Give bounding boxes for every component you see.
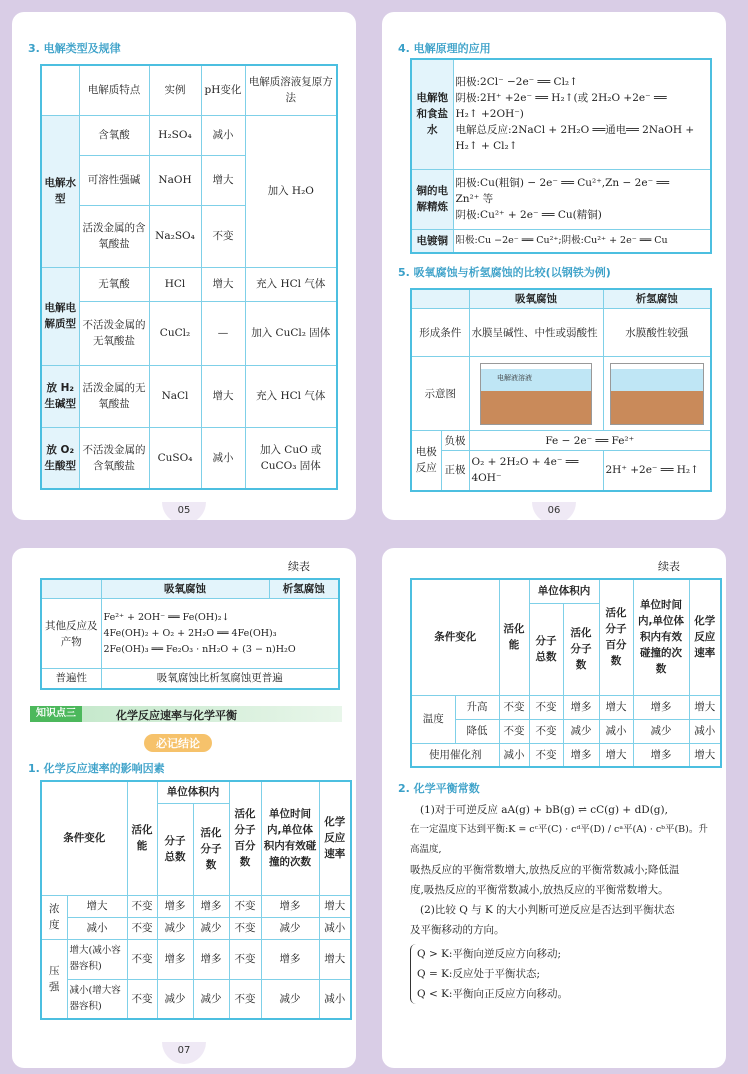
table-cell: 加入 CuCl₂ 固体: [245, 301, 337, 365]
page-number: 07: [162, 1042, 206, 1064]
header-cell: 吸氧腐蚀: [469, 289, 603, 309]
table-cell: 减小: [599, 719, 633, 743]
table-cell: O₂ + 2H₂O + 4e⁻ ══ 4OH⁻: [469, 451, 603, 491]
page-number: 05: [162, 502, 206, 520]
header-cell: 分子总数: [529, 603, 563, 695]
table-cell: 吸氧腐蚀比析氢腐蚀更普遍: [101, 669, 339, 689]
table-cell: 升高: [455, 695, 499, 719]
table-cell: 不变: [229, 917, 261, 939]
table-cell: 减小: [319, 917, 351, 939]
row-label: 形成条件: [411, 309, 469, 357]
table-cell: 增大: [67, 895, 127, 917]
table-cell: 增多: [261, 895, 319, 917]
table-cell: 增大: [689, 695, 721, 719]
text-line: Q < K:平衡向正反应方向移动。: [417, 988, 568, 1000]
table-cell: 减小: [201, 427, 245, 489]
header-cell: 析氢腐蚀: [603, 289, 711, 309]
table-cell: 充入 HCl 气体: [245, 267, 337, 301]
equation-line: 4Fe(OH)₂ + O₂ + 2H₂O ══ 4Fe(OH)₃: [103, 627, 277, 639]
app-content: [453, 169, 711, 229]
app-label: 铜的电解精炼: [411, 169, 453, 229]
corner-cell: [41, 579, 101, 599]
table-cell: CuSO₄: [149, 427, 201, 489]
group-label: 放 O₂ 生酸型: [41, 427, 79, 489]
table-cell: NaCl: [149, 365, 201, 427]
knowledge-title: 化学反应速率与化学平衡: [116, 709, 237, 722]
table-cell: 增多: [157, 895, 193, 917]
equation-line: Zn²⁺ 等: [455, 193, 494, 205]
header-cell: 单位体积内: [529, 579, 599, 603]
electrolysis-applications-table: [410, 58, 712, 254]
header-cell: 化学反应速率: [689, 579, 721, 695]
table-cell: 增多: [563, 695, 599, 719]
knowledge-tag: 知识点三: [30, 706, 82, 722]
table-cell: 含氧酸: [79, 115, 149, 155]
table-cell: 不变: [229, 895, 261, 917]
equation-line: 阳极:2Cl⁻ −2e⁻ ══ Cl₂↑: [455, 76, 578, 89]
equation-line: 阳极:Cu(粗铜) − 2e⁻ ══ Cu²⁺,Zn − 2e⁻ ══: [455, 177, 670, 189]
table-cell: 活泼金属的无氧酸盐: [79, 365, 149, 427]
group-label: 温度: [411, 695, 455, 743]
app-label: 电解饱和食盐水: [411, 59, 453, 169]
table-cell: 增大(减小容器容积): [67, 939, 127, 979]
table-cell: 无氧酸: [79, 267, 149, 301]
table-cell: 不变: [127, 895, 157, 917]
corner-cell: [41, 65, 79, 115]
equation-line: 电解总反应:2NaCl + 2H₂O ══通电══ 2NaOH +: [455, 124, 695, 137]
table-cell: 减少: [157, 979, 193, 1019]
table-cell: 增多: [563, 743, 599, 767]
row-label: 示意图: [411, 357, 469, 431]
table-cell: 增大: [319, 895, 351, 917]
table-cell: 减少: [157, 917, 193, 939]
section-title-applications: 4. 电解原理的应用: [398, 42, 491, 55]
table-cell: 不变: [529, 719, 563, 743]
table-cell: 增多: [193, 895, 229, 917]
table-cell: 不变: [229, 979, 261, 1019]
table-cell: 减少: [261, 917, 319, 939]
text-line: (1)对于可逆反应 aA(g) + bB(g) ⇌ cC(g) + dD(g),: [420, 804, 668, 816]
header-cell: 实例: [149, 65, 201, 115]
must-remember-badge: 必记结论: [144, 734, 212, 752]
text-line: Q > K:平衡向逆反应方向移动;: [417, 948, 562, 960]
diagram-label: 电解液溶液: [497, 373, 532, 382]
table-cell: 减少: [193, 917, 229, 939]
table-cell: 加入 CuO 或 CuCO₃ 固体: [245, 427, 337, 489]
table-cell: 不变: [127, 917, 157, 939]
table-cell: 增大: [201, 267, 245, 301]
table-cell: 增多: [261, 939, 319, 979]
table-cell: 水膜酸性较强: [603, 309, 711, 357]
text-line: 吸热反应的平衡常数增大,放热反应的平衡常数减小;降低温: [410, 864, 680, 876]
table-cell: 2H⁺ +2e⁻ ══ H₂↑: [603, 451, 711, 491]
header-cell: pH变化: [201, 65, 245, 115]
row-label: 电极反应: [411, 431, 441, 491]
table-cell: H₂SO₄: [149, 115, 201, 155]
group-label: 压强: [41, 939, 67, 1019]
table-cell: 增大: [599, 743, 633, 767]
table-cell: 活泼金属的含氧酸盐: [79, 205, 149, 267]
table-cell: 可溶性强碱: [79, 155, 149, 205]
table-cell: HCl: [149, 267, 201, 301]
table-cell: 减少: [193, 979, 229, 1019]
text-line: 度,吸热反应的平衡常数减小,放热反应的平衡常数增大。: [410, 884, 669, 896]
page-05: [12, 12, 356, 520]
table-cell: Na₂SO₄: [149, 205, 201, 267]
table-cell: 不活泼金属的无氧酸盐: [79, 301, 149, 365]
header-cell: 活化能: [499, 579, 529, 695]
row-label: 正极: [441, 451, 469, 491]
table-cell: 减小(增大容器容积): [67, 979, 127, 1019]
page-08: [382, 548, 726, 1068]
table-cell: —: [201, 301, 245, 365]
table-cell: 减小: [67, 917, 127, 939]
continued-label: 续表: [658, 560, 680, 573]
row-label: 其他反应及产物: [41, 599, 101, 669]
continued-label: 续表: [288, 560, 310, 573]
group-label: 放 H₂ 生碱型: [41, 365, 79, 427]
equation-line: 2Fe(OH)₃ ══ Fe₂O₃ · nH₂O + (3 − n)H₂O: [103, 643, 296, 655]
section-title-electrolysis-types: 3. 电解类型及规律: [28, 42, 121, 55]
table-cell: 不活泼金属的含氧酸盐: [79, 427, 149, 489]
text-line: Q = K:反应处于平衡状态;: [417, 968, 541, 980]
table-cell: 不变: [529, 695, 563, 719]
table-cell: 增多: [193, 939, 229, 979]
reaction-list: [101, 599, 339, 669]
header-cell: 活化分子百分数: [229, 781, 261, 895]
text-line: 在一定温度下达到平衡:K = cᶜ平(C) · cᵈ平(D) / cᵃ平(A) · cᵇ平(B)。升高温度,: [410, 824, 708, 855]
equation-line: H₂↑ + Cl₂↑: [455, 140, 518, 153]
table-cell: 减小: [499, 743, 529, 767]
group-label: 电解水型: [41, 115, 79, 267]
table-cell: 加入 H₂O: [245, 115, 337, 267]
header-cell: 析氢腐蚀: [269, 579, 339, 599]
equation-line: 阴极:2H⁺ +2e⁻ ══ H₂↑(或 2H₂O +2e⁻ ══: [455, 92, 667, 105]
table-cell: 减小: [689, 719, 721, 743]
qk-bracket: [410, 944, 716, 1004]
equation-line: 阴极:Cu²⁺ + 2e⁻ ══ Cu(精铜): [455, 209, 602, 221]
table-cell: 增大: [201, 365, 245, 427]
text-line: 及平衡移动的方向。: [410, 924, 505, 936]
equation-line: Fe²⁺ + 2OH⁻ ══ Fe(OH)₂↓: [103, 611, 230, 623]
table-cell: 不变: [229, 939, 261, 979]
header-cell: 活化分子数: [563, 603, 599, 695]
table-cell: 增大: [201, 155, 245, 205]
table-cell: 减小: [319, 979, 351, 1019]
header-cell: 分子总数: [157, 803, 193, 895]
header-cell: 条件变化: [41, 781, 127, 895]
corner-cell: [411, 289, 469, 309]
table-cell: 使用催化剂: [411, 743, 499, 767]
table-cell: 增大: [599, 695, 633, 719]
table-cell: Fe − 2e⁻ ══ Fe²⁺: [469, 431, 711, 451]
table-cell: 减少: [563, 719, 599, 743]
text-line: (2)比较 Q 与 K 的大小判断可逆反应是否达到平衡状态: [420, 904, 675, 916]
section-title-equilibrium-constant: 2. 化学平衡常数: [398, 782, 480, 795]
rate-factors-continued-table: [410, 578, 722, 768]
header-cell: 活化能: [127, 781, 157, 895]
table-cell: 不变: [201, 205, 245, 267]
equation-line: 阳极:Cu −2e⁻ ══ Cu²⁺;阴极:Cu²⁺ + 2e⁻ ══ Cu: [453, 229, 711, 253]
table-cell: 增大: [689, 743, 721, 767]
table-cell: 减少: [261, 979, 319, 1019]
hydrogen-corrosion-diagram: [603, 357, 711, 431]
header-cell: 化学反应速率: [319, 781, 351, 895]
header-cell: 活化分子百分数: [599, 579, 633, 695]
electrolysis-types-table: [40, 64, 338, 490]
header-cell: 单位时间内,单位体积内有效碰撞的次数: [261, 781, 319, 895]
table-cell: 增多: [633, 743, 689, 767]
section-title-corrosion: 5. 吸氧腐蚀与析氢腐蚀的比较(以钢铁为例): [398, 266, 611, 279]
table-cell: 不变: [499, 719, 529, 743]
table-cell: 不变: [127, 979, 157, 1019]
group-label: 电解电解质型: [41, 267, 79, 365]
table-cell: 不变: [529, 743, 563, 767]
table-cell: 不变: [499, 695, 529, 719]
app-label: 电镀铜: [411, 229, 453, 253]
table-cell: NaOH: [149, 155, 201, 205]
header-cell: 条件变化: [411, 579, 499, 695]
header-cell: 电解质溶液复原方法: [245, 65, 337, 115]
header-cell: 单位时间内,单位体积内有效碰撞的次数: [633, 579, 689, 695]
oxygen-corrosion-diagram: [469, 357, 603, 431]
row-label: 普遍性: [41, 669, 101, 689]
group-label: 浓度: [41, 895, 67, 939]
table-cell: 降低: [455, 719, 499, 743]
header-cell: 电解质特点: [79, 65, 149, 115]
table-cell: 水膜呈碱性、中性或弱酸性: [469, 309, 603, 357]
header-cell: 单位体积内: [157, 781, 229, 803]
table-cell: 增多: [633, 695, 689, 719]
rate-factors-table: [40, 780, 352, 1020]
corrosion-compare-table: [410, 288, 712, 492]
page-06: [382, 12, 726, 520]
row-label: 负极: [441, 431, 469, 451]
table-cell: 增大: [319, 939, 351, 979]
table-cell: 充入 HCl 气体: [245, 365, 337, 427]
equation-line: H₂↑ +2OH⁻): [455, 108, 524, 121]
header-cell: 吸氧腐蚀: [101, 579, 269, 599]
corrosion-continued-table: [40, 578, 340, 690]
page-07: [12, 548, 356, 1068]
section-title-rate-factors: 1. 化学反应速率的影响因素: [28, 762, 165, 775]
table-cell: 减少: [633, 719, 689, 743]
app-content: [453, 59, 711, 169]
table-cell: CuCl₂: [149, 301, 201, 365]
equilibrium-text: [410, 800, 716, 1004]
table-cell: 减小: [201, 115, 245, 155]
table-cell: 不变: [127, 939, 157, 979]
table-cell: 增多: [157, 939, 193, 979]
page-number: 06: [532, 502, 576, 520]
header-cell: 活化分子数: [193, 803, 229, 895]
